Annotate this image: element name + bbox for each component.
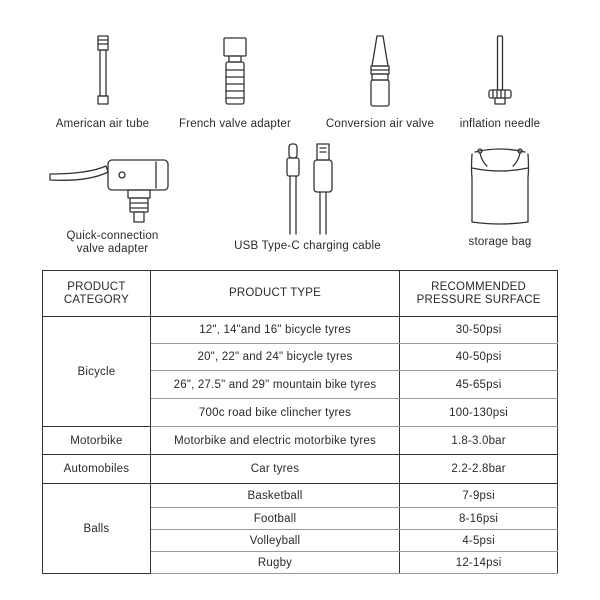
accessory-inflation-needle (450, 30, 550, 135)
table-header-row (43, 271, 558, 317)
accessory-label: inflation needle (459, 118, 541, 130)
pressure-cell: 2.2-2.8bar (400, 455, 558, 484)
pressure-cell: 12-14psi (400, 552, 558, 574)
category-cell: Automobiles (43, 455, 151, 484)
header-recommended-pressure: RECOMMENDED PRESSURE SURFACE (400, 271, 558, 317)
pressure-cell: 40-50psi (400, 344, 558, 371)
accessory-conversion-air-valve (315, 30, 445, 135)
accessory-label-line2: valve adapter (76, 243, 149, 255)
product-type-cell: 26", 27.5" and 29" mountain bike tyres (150, 371, 399, 399)
product-type-cell: Car tyres (150, 455, 399, 484)
category-cell: Balls (43, 484, 151, 574)
table-row (43, 484, 558, 508)
accessory-label: Conversion air valve (325, 118, 435, 130)
table-row (43, 455, 558, 484)
table-row (43, 427, 558, 455)
accessory-american-air-tube (40, 30, 165, 135)
french-valve-adapter-icon (215, 32, 255, 112)
pressure-cell: 1.8-3.0bar (400, 427, 558, 455)
accessory-french-valve-adapter (170, 30, 300, 135)
pressure-table (42, 270, 558, 574)
product-type-cell: Rugby (150, 552, 399, 574)
accessory-label-line1: Quick-connection (66, 230, 159, 242)
accessory-label: storage bag (468, 236, 532, 248)
product-type-cell: 700c road bike clincher tyres (150, 399, 399, 427)
accessory-quick-connection-valve-adapter (40, 148, 185, 258)
product-type-cell: 20", 22" and 24" bicycle tyres (150, 344, 399, 371)
product-type-cell: Football (150, 508, 399, 530)
pressure-cell: 8-16psi (400, 508, 558, 530)
pressure-cell: 30-50psi (400, 317, 558, 344)
conversion-air-valve-icon (360, 30, 400, 112)
accessory-usb-type-c-cable (220, 140, 395, 260)
product-type-cell: Motorbike and electric motorbike tyres (150, 427, 399, 455)
category-cell: Motorbike (43, 427, 151, 455)
pressure-cell: 100-130psi (400, 399, 558, 427)
table-row (43, 317, 558, 344)
accessory-storage-bag (450, 138, 550, 258)
product-type-cell: 12", 14"and 16" bicycle tyres (150, 317, 399, 344)
header-product-type: PRODUCT TYPE (150, 271, 399, 317)
product-type-cell: Basketball (150, 484, 399, 508)
inflation-needle-icon (480, 32, 520, 112)
usb-type-c-cable-icon (275, 140, 345, 236)
product-type-cell: Volleyball (150, 530, 399, 552)
quick-connection-valve-adapter-icon (48, 152, 178, 227)
pressure-cell: 45-65psi (400, 371, 558, 399)
header-product-category: PRODUCT CATEGORY (43, 271, 151, 317)
category-cell: Bicycle (43, 317, 151, 427)
storage-bag-icon (455, 138, 545, 228)
pressure-cell: 4-5psi (400, 530, 558, 552)
pressure-cell: 7-9psi (400, 484, 558, 508)
accessory-label: USB Type-C charging cable (234, 240, 381, 252)
american-air-tube-icon (88, 32, 118, 110)
accessory-label: American air tube (55, 118, 150, 130)
accessory-label: French valve adapter (178, 118, 292, 130)
